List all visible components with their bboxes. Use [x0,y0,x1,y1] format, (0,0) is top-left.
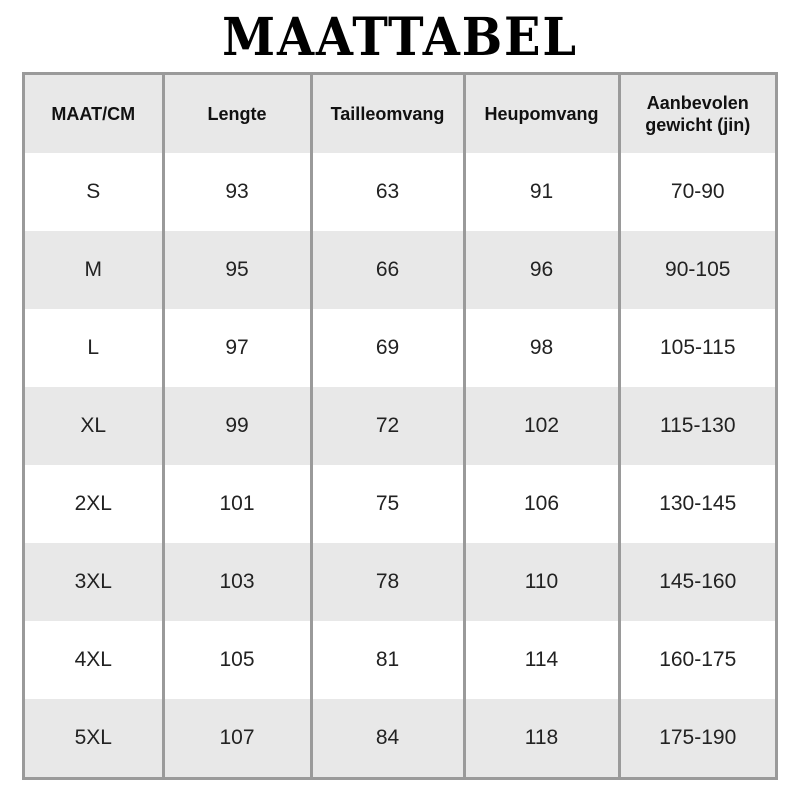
size-chart-table [22,72,778,780]
cell-weight: 90-105 [619,231,775,309]
cell-hip: 102 [464,387,619,465]
cell-size: XL [25,387,163,465]
cell-length: 99 [163,387,311,465]
header-weight: Aanbevolen gewicht (jin) [619,75,775,153]
cell-weight: 115-130 [619,387,775,465]
table-row [25,153,775,231]
table-row [25,387,775,465]
header-waist: Tailleomvang [311,75,464,153]
cell-waist: 78 [311,543,464,621]
cell-weight: 70-90 [619,153,775,231]
cell-size: 2XL [25,465,163,543]
cell-size: 5XL [25,699,163,777]
cell-waist: 75 [311,465,464,543]
cell-waist: 72 [311,387,464,465]
cell-weight: 145-160 [619,543,775,621]
cell-hip: 118 [464,699,619,777]
cell-weight: 175-190 [619,699,775,777]
cell-size: S [25,153,163,231]
cell-waist: 66 [311,231,464,309]
cell-hip: 96 [464,231,619,309]
header-size: MAAT/CM [25,75,163,153]
cell-size: M [25,231,163,309]
cell-length: 107 [163,699,311,777]
table-row [25,309,775,387]
cell-size: 4XL [25,621,163,699]
cell-waist: 81 [311,621,464,699]
table-row [25,231,775,309]
cell-length: 105 [163,621,311,699]
cell-length: 95 [163,231,311,309]
table-row [25,543,775,621]
cell-length: 97 [163,309,311,387]
header-length: Lengte [163,75,311,153]
cell-hip: 91 [464,153,619,231]
cell-weight: 105-115 [619,309,775,387]
cell-weight: 130-145 [619,465,775,543]
cell-hip: 98 [464,309,619,387]
table-body [25,153,775,777]
table-row [25,699,775,777]
cell-hip: 106 [464,465,619,543]
cell-size: 3XL [25,543,163,621]
cell-waist: 84 [311,699,464,777]
cell-length: 103 [163,543,311,621]
cell-length: 93 [163,153,311,231]
table-header-row [25,75,775,153]
header-hip: Heupomvang [464,75,619,153]
cell-hip: 110 [464,543,619,621]
size-table [25,75,775,777]
cell-size: L [25,309,163,387]
cell-length: 101 [163,465,311,543]
cell-waist: 69 [311,309,464,387]
cell-hip: 114 [464,621,619,699]
page-title: MAATTABEL [222,7,578,68]
cell-waist: 63 [311,153,464,231]
table-row [25,465,775,543]
cell-weight: 160-175 [619,621,775,699]
table-row [25,621,775,699]
